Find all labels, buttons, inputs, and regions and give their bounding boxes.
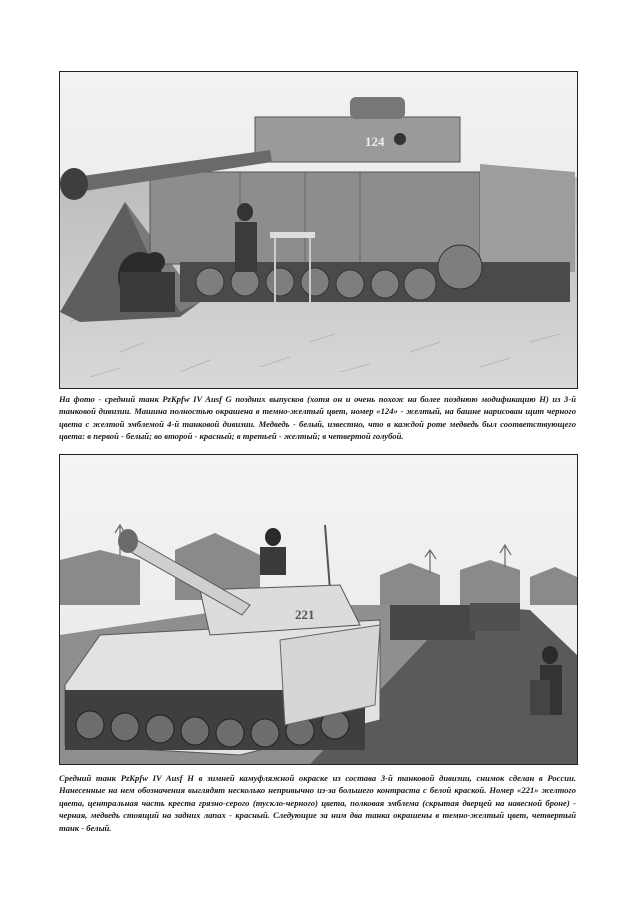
- turret-number-124: 124: [365, 134, 385, 149]
- turret-number-221: 221: [295, 607, 315, 622]
- photo-tank-field: [59, 71, 578, 389]
- photo-tank-village: [59, 454, 578, 765]
- photo-tank-village-image: [60, 455, 577, 764]
- photo-caption-2: Средний танк PzKpfw IV Ausf H в зимней камуфляжной окраске из состава 3-й танковой дивизии, снимок сделан в России. Нанесенные на нем обозначения выглядят несколько непривычно из-за большего контраста с белой краской. Номер «221» желтого цвета, центральная часть креста грязно-серого (тускло-черного) цвета, полковая эмблема (скрытая дверцей на навесной броне) - черная, медведь стоящий на задних лапах - красный. Следующие за ним два танка окрашены в темно-желтый цвет, четвертый танк - белый.: [59, 773, 576, 833]
- photo-tank-field-image: [60, 72, 577, 388]
- photo-caption-1: На фото - средний танк PzKpfw IV Ausf G поздних выпусков (хотя он и очень похож на более позднюю модификацию H) из 3-й танковой дивизии. Машина полностью окрашена в темно-желтый цвет, номер «124» - желтый, на башне нарисован щит черного цвета с желтой эмблемой 4-й танковой дивизии. Медведь - белый, известно, что в каждой роте медведь был соответствующего цвета: в первой - белый; во второй - красный; в третьей - желтый; в четвертой голубой.: [59, 394, 576, 442]
